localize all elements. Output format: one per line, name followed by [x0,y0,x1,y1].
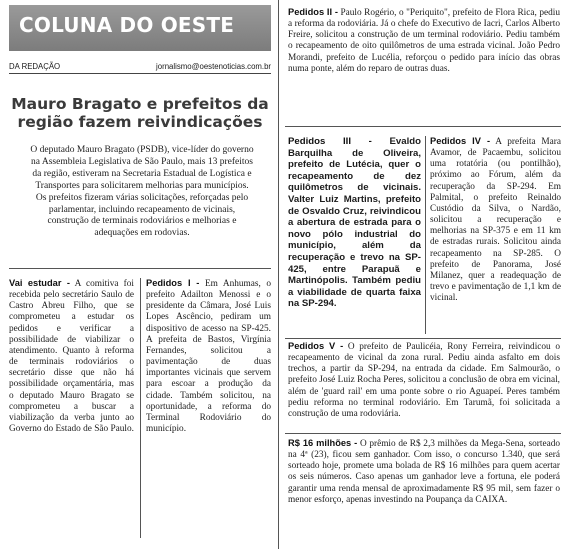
section-lead: Vai estudar - [9,278,70,288]
section-text: O prefeito de Paulicéia, Rony Ferreira, reivindicou o recapeamento de vicinal da zona rural. Pediu ainda asfalto em dois trechos, a partir da SP-294, na entrada da cidade. Em Salmourão, o prefeito José Luiz Rocha Peres, solicitou a conclusão de obra em vicinal, além de 'guard rail' em uma ponte sobre o rio Aguapeí. Peres também pediu reforma no terminal rodoviário. Em Tarumã, foi solicitada a construção de uma rodoviária. [288,342,560,419]
section-text: A comitiva foi recebida pelo secretário Saulo de Castro Abreu Filho, que se comprometeu a estudar os pedidos e verificar a possibilidade de viabilizar o atendimento. Quanto à reforma de terminais rodoviários o secretário disse que não há possibilidade orçamentária, mas o deputado Mauro Bragato se comprometeu a buscar a viabilização da verba junto ao Governo do Estado de São Paulo. [9,279,134,435]
section-pedidos-1 [146,278,271,435]
section-lead: Pedidos II - [288,7,338,17]
section-pedidos-5 [288,341,560,420]
section-pedidos-3 [288,136,421,310]
section-text: Em Anhumas, o prefeito Adailton Menossi e o presidente da Câmara, José Luis Lopes Ascêncio, pediram um dispositivo de acesso na SP-425. A prefeita de Bastos, Virgínia Fernandes, solicitou a pavimentação de duas importantes vicinais que servem para escoar a produção da cidade. Também solicitou, na oportunidade, a reforma do Terminal Rodoviário do município. [146,279,271,435]
section-lead: Pedidos V - [288,341,344,351]
section-lead: Pedidos I - [146,278,200,288]
byline-email: jornalismo@oestenoticias.com.br [156,62,271,71]
lead-headline: Mauro Bragato e prefeitos da região fazem reivindicações [11,95,269,131]
column-rule [140,278,141,538]
section-vai-estudar [9,278,134,435]
section-text: A prefeita Mara Avamor, de Pacaembu, solicitou uma rotatória (ou pontilhão), próximo ao Fórum, além da recuperação da SP-294. Em Palmital, o prefeito Reinaldo Custódio da Silva, o Nardão, solicitou a recuperação e melhorias na SP-375 e em 11 km de estradas rurais. Solicitou ainda recapeamento na SP-285. O prefeito de Panorama, José Milanez, quer a readequação de trevo e pavimentação de 1,1 km de vicinal. [430,137,561,304]
section-text: Evaldo Barquilha de Oliveira, prefeito de Lutécia, quer o recapeamento de dez quilômetros de vicinais. Valter Luiz Martins, prefeito de Osvaldo Cruz, reivindicou a abertura de estrada para o novo pólo industrial do município, além da recuperação e trevo na SP-425, entre Parapuã e Martinópolis. Também pediu a viabilidade de quarta faixa na SP-294. [288,136,421,310]
page-rule [278,0,279,549]
column-rule [425,136,426,334]
byline-bar [9,62,271,74]
column-title: COLUNA DO OESTE [19,13,235,37]
section-text: Paulo Rogério, o "Periquito", prefeito de Flora Rica, pediu a reforma da rodoviária. Já o chefe do Executivo de Iacri, Carlos Alberto Freire, solicitou a construção de um terminal rodoviário. Pediu também o recapeamento de oito quilômetros de uma estrada vicinal. João Pedro Morandi, prefeito de Lucélia, reforçou o pedido para início das obras numa ponte, além do reparo de outras duas. [288,8,560,74]
section-pedidos-2 [288,7,560,75]
column-masthead [9,5,271,51]
section-divider [285,126,561,127]
section-divider [9,268,271,269]
byline-source: DA REDAÇÃO [9,62,61,71]
section-divider [285,433,561,434]
section-pedidos-4 [430,136,561,304]
section-text: O prêmio de R$ 2,3 milhões da Mega-Sena, sorteado na 4ª (23), ficou sem ganhador. Com isso, o concurso 1.340, que será sorteado hoje, promete uma bolada de R$ 16 milhões para quem acertar os seis números. Caso apenas um ganhador leve a fortuna, ele poderá garantir uma renda mensal de aproximadamente R$ 95 mil, sem fazer o menor esforço, apenas investindo na Poupança da CAIXA. [288,439,560,505]
section-lead: R$ 16 milhões - [288,438,358,448]
section-lead: Pedidos III - [288,136,372,147]
section-divider [285,338,561,339]
section-mega-sena [288,438,560,506]
lead-intro: O deputado Mauro Bragato (PSDB), vice-líder do governo na Assembleia Legislativa de São Paulo, mais 13 prefeitos da região, estiveram na Secretaria Estadual de Logística e Transportes para solicitarem melhorias para municípios. Os prefeitos fizeram várias solicitações, reforçadas pelo parlamentar, incluindo recapeamento de vicinais, construção de terminais rodoviários e melhorias e adequações em rodovias. [30,145,254,239]
section-lead: Pedidos IV - [430,136,491,146]
